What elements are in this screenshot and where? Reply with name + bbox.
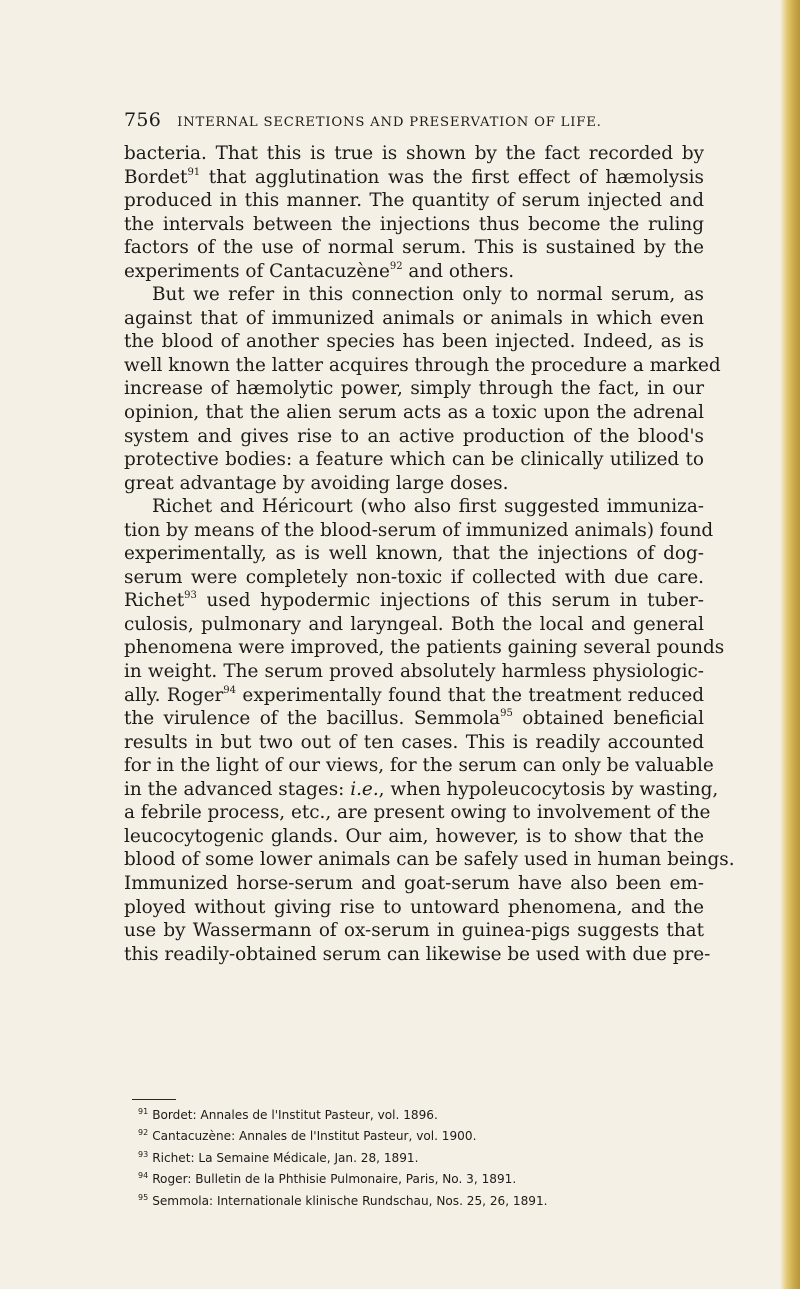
text-line: the virulence of the bacillus. Semmola$^{95}$ obtained beneficial <box>124 708 705 730</box>
footnote: $^{92}$ Cantacuzène: Annales de l'Institut Pasteur, vol. 1900. <box>138 1128 477 1144</box>
text-line: protective bodies: a feature which can be clinically utilized to <box>124 449 704 471</box>
footnotes <box>138 1103 698 1210</box>
footnote-number: 94 <box>138 1171 149 1181</box>
text-line: this readily-obtained serum can likewise be used with due pre- <box>124 943 711 965</box>
footnote-divider <box>132 1099 176 1100</box>
footnote: $^{95}$ Semmola: Internationale klinische Rundschau, Nos. 25, 26, 1891. <box>138 1192 548 1208</box>
text-line: use by Wassermann of ox-serum in guinea-pigs suggests that <box>124 920 704 942</box>
body-text <box>124 142 735 966</box>
text-line: in weight. The serum proved absolutely harmless physiologic- <box>124 661 704 683</box>
running-header <box>124 108 684 132</box>
footnote: $^{94}$ Roger: Bulletin de la Phthisie Pulmonaire, Paris, No. 3, 1891. <box>138 1171 517 1187</box>
footnote-ref: 93 <box>184 590 197 602</box>
text-line: leucocytogenic glands. Our aim, however, is to show that the <box>124 825 704 847</box>
footnote-ref: 94 <box>223 684 237 696</box>
text-line: well known the latter acquires through the procedure a marked <box>124 354 721 376</box>
text-line: bacteria. That this is true is shown by the fact recorded by <box>124 143 704 164</box>
text-line: results in but two out of ten cases. This is readily accounted <box>124 731 704 753</box>
text-line: ployed without giving rise to untoward phenomena, and the <box>124 896 704 918</box>
text-line: produced in this manner. The quantity of serum injected and <box>124 190 704 212</box>
text-line: increase of hæmolytic power, simply through the fact, in our <box>124 378 704 400</box>
text-line: great advantage by avoiding large doses. <box>124 472 509 494</box>
footnote-number: 93 <box>138 1149 149 1159</box>
text-line: the intervals between the injections thus become the ruling <box>124 213 704 235</box>
text-line: system and gives rise to an active production of the blood's <box>124 425 704 447</box>
text-line: blood of some lower animals can be safely used in human beings. <box>124 849 735 871</box>
page-edge-shading <box>780 0 800 1289</box>
text-line: experimentally, as is well known, that the injections of dog- <box>124 543 704 565</box>
text-line: factors of the use of normal serum. This is sustained by the <box>124 237 704 259</box>
footnote-ref: 92 <box>389 260 403 272</box>
footnote-number: 91 <box>138 1107 149 1116</box>
text-line: experiments of Cantacuzène$^{92}$ and others. <box>124 260 515 282</box>
text-line: in the advanced stages: i.e., when hypoleucocytosis by wasting, <box>124 778 719 800</box>
text-line: ally. Roger$^{94}$ experimentally found that the treatment reduced <box>124 684 704 706</box>
text-line: phenomena were improved, the patients gaining several pounds <box>124 637 725 659</box>
text-line: the blood of another species has been injected. Indeed, as is <box>124 331 704 353</box>
page-number: 756 <box>124 109 162 131</box>
running-title: INTERNAL SECRETIONS AND PRESERVATION OF LIFE. <box>177 115 602 130</box>
footnote-ref: 95 <box>500 708 513 720</box>
text-line: Immunized horse-serum and goat-serum have also been em- <box>124 872 704 894</box>
text-line: Bordet$^{91}$ that agglutination was the first effect of hæmolysis <box>124 166 704 188</box>
text-line: for in the light of our views, for the serum can only be valuable <box>124 755 714 777</box>
text-line: against that of immunized animals or animals in which even <box>124 307 704 329</box>
footnote-number: 95 <box>138 1192 149 1202</box>
text-line: culosis, pulmonary and laryngeal. Both the local and general <box>124 613 704 635</box>
text-line: opinion, that the alien serum acts as a toxic upon the adrenal <box>124 402 704 424</box>
text-line: tion by means of the blood-serum of immunized animals) found <box>124 519 714 541</box>
text-line: a febrile process, etc., are present owing to involvement of the <box>124 802 711 824</box>
footnote: $^{91}$ Bordet: Annales de l'Institut Pasteur, vol. 1896. <box>138 1107 438 1122</box>
footnote-number: 92 <box>138 1128 149 1138</box>
text-line: serum were completely non-toxic if collected with due care. <box>124 566 704 588</box>
footnote: $^{93}$ Richet: La Semaine Médicale, Jan. 28, 1891. <box>138 1149 419 1165</box>
text-line: Richet$^{93}$ used hypodermic injections of this serum in tuber- <box>124 590 704 612</box>
text-line: Richet and Héricourt (who also first suggested immuniza- <box>152 496 704 518</box>
text-line: But we refer in this connection only to normal serum, as <box>152 284 704 306</box>
footnote-ref: 91 <box>187 166 201 178</box>
